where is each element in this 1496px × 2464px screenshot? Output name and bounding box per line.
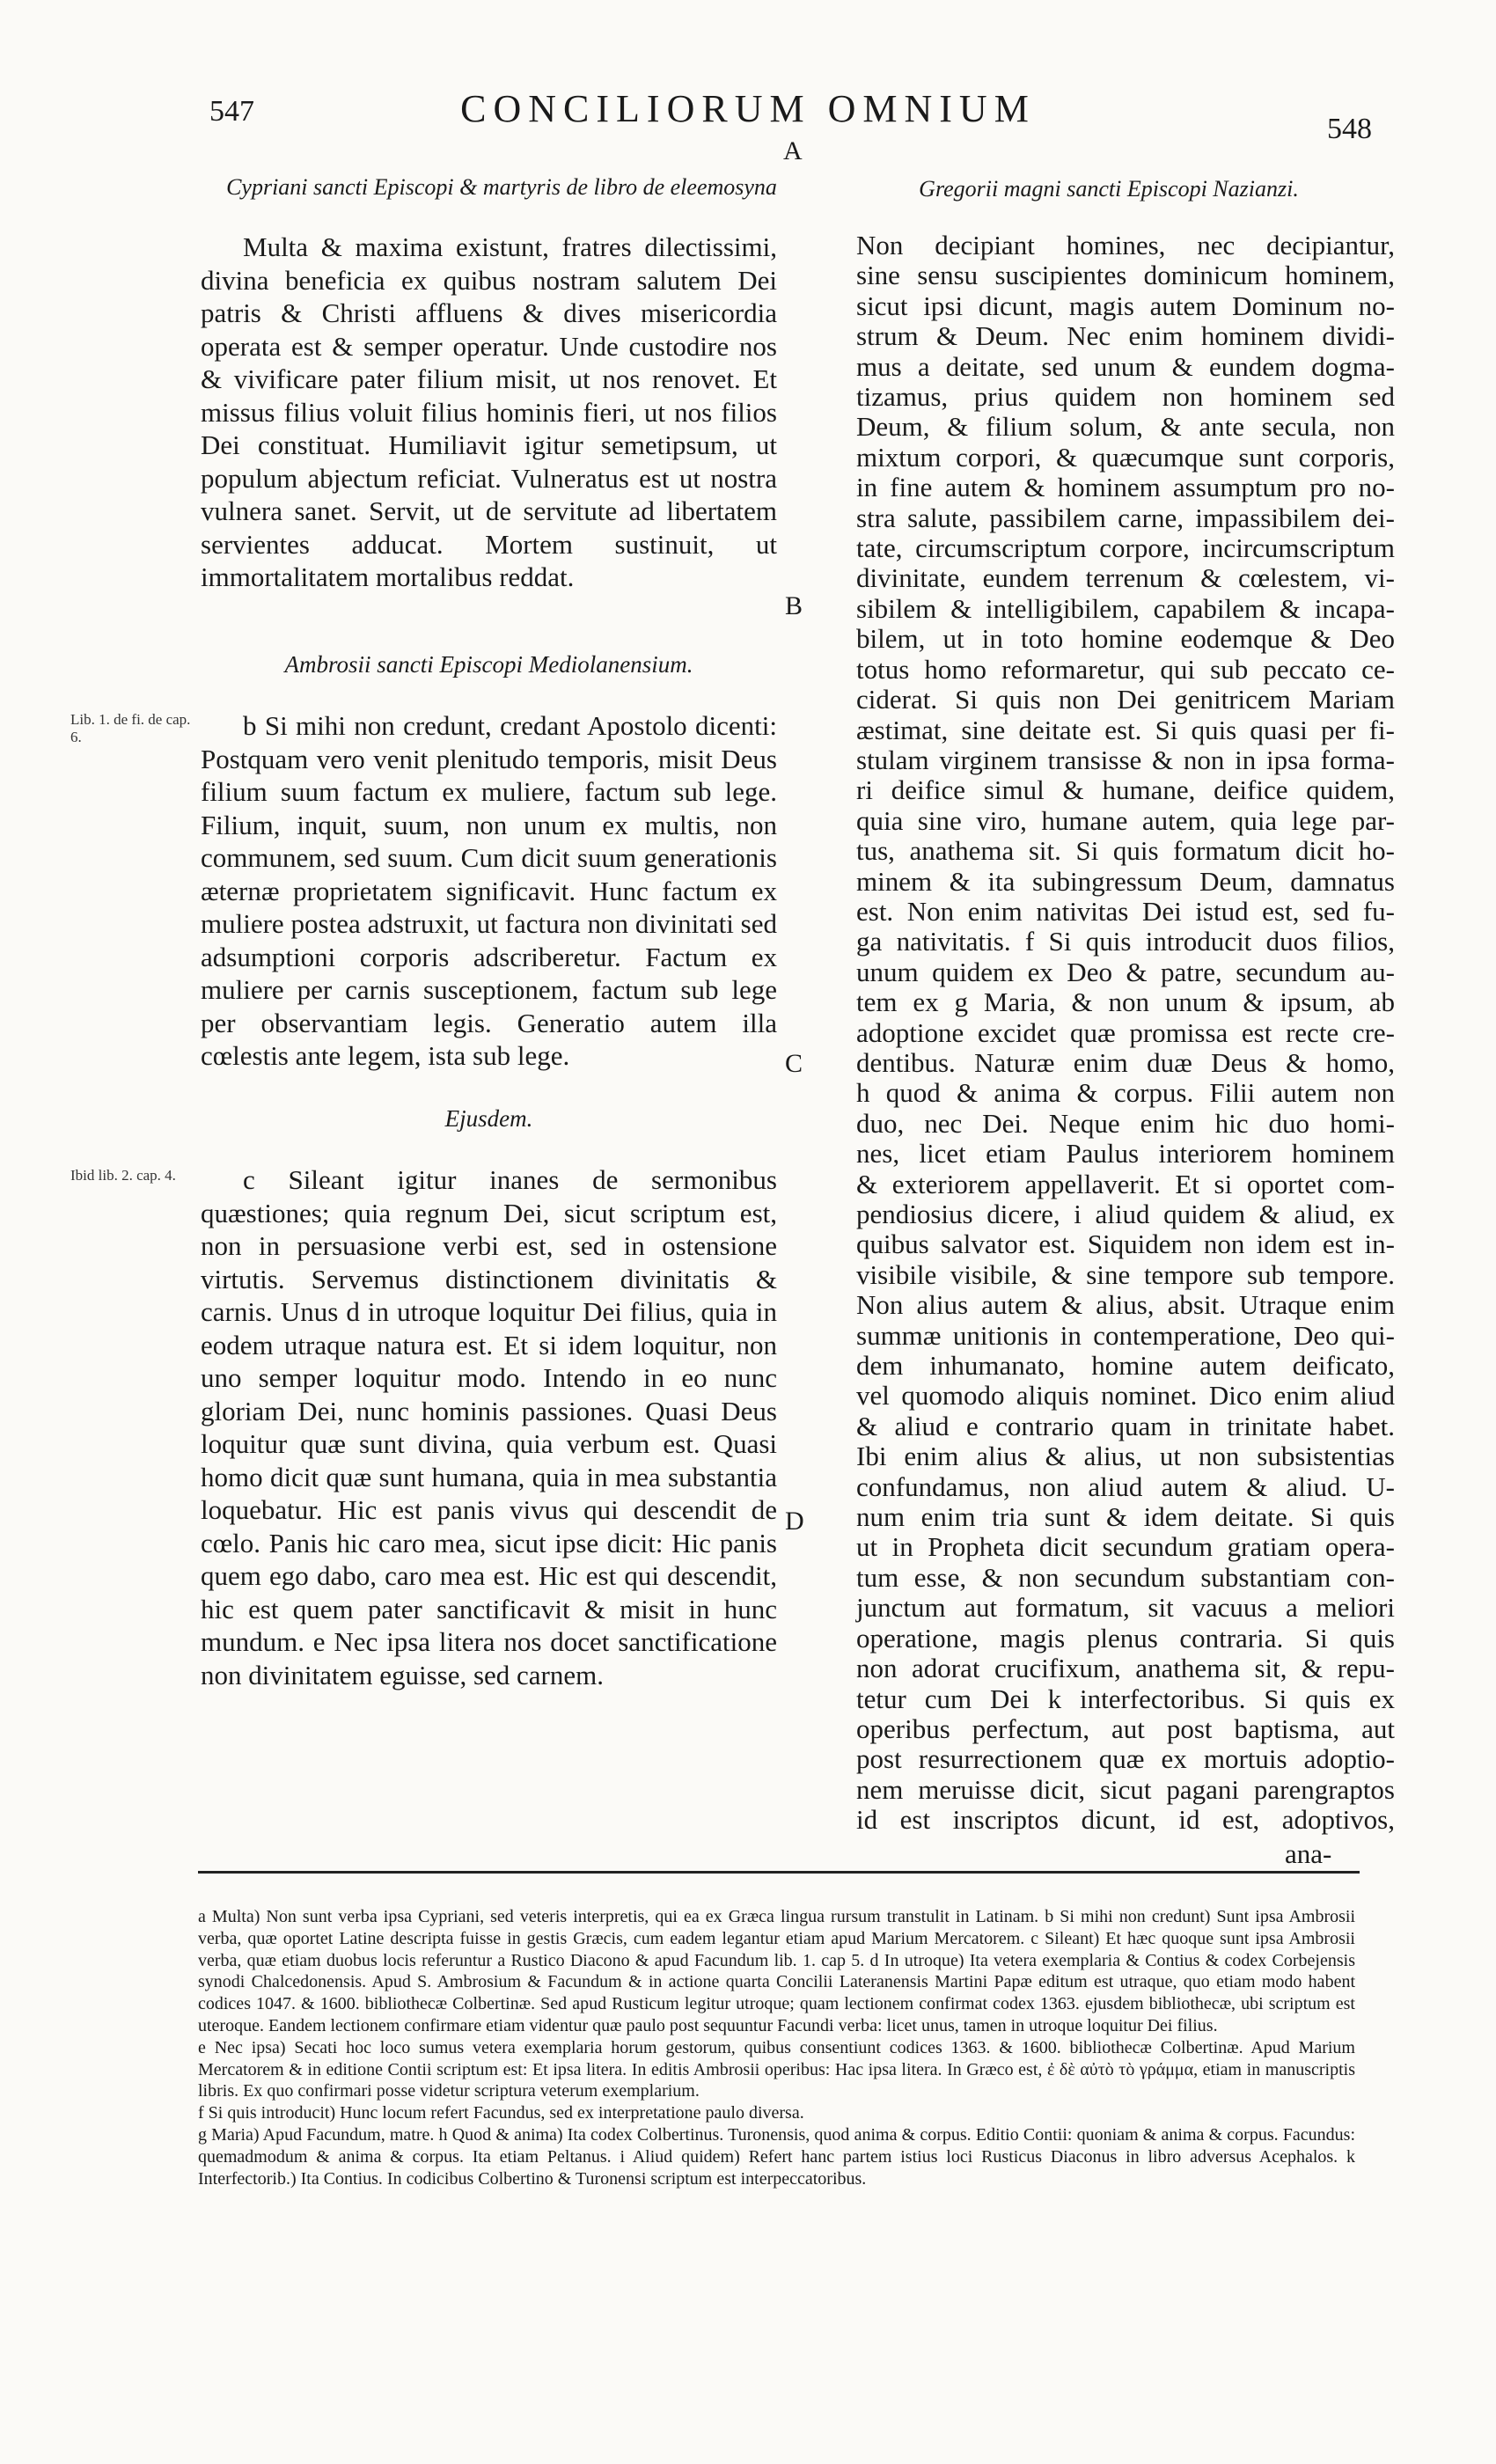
- footnote-block: a Multa) Non sunt verba ipsa Cypriani, sed veteris interpretis, qui ea ex Græca lingua rursum transtulit in Latinam. b Si mihi non credunt) Sunt ipsa Ambrosii verba, quæ oportet Latine descripta fuisse in gestis Græcis, cum eadem legantur etiam apud Marium Mercatorem. c Sileant) Et hæc quoque sunt ipsa Ambrosii verba, quæ etiam duobus locis referuntur a Rustico Diacono & apud Facundum lib. 1. cap 5. d In utroque) Ita vetera exemplaria & Contius & codex Corbejensis synodi Chalcedonensis. Apud S. Ambrosium & Facundum & in actione quarta Concilii Lateranensis Martini Papæ editum est utraque, quo etiam modo habent codices 1047. & 1600. bibliothecæ Colbertinæ. Sed apud Rusticum legitur utroque; quam lectionem confirmat codex 1363. ejusdem bibliothecæ, ubi scriptum est uteroque. Eandem lectionem confirmare etiam videntur quæ paulo post sequuntur Facundi verba: licet unus, tamen in utroque loquitur Dei filius.: [198, 1907, 1355, 2035]
- right-column-line: in fine autem & hominem assumptum pro no-: [856, 473, 1395, 503]
- right-column-line: tetur cum Dei k interfectoribus. Si quis ex: [856, 1683, 1395, 1714]
- footnote-block: g Maria) Apud Facundum, matre. h Quod & anima) Ita codex Colbertinus. Turonensis, quod anima & corpus. Editio Contii: quoniam & anima & corpus. Facundus: quemadmodum & anima & corpus. Ita etiam Peltanus. i Aliud quidem) Refert hanc partem istius loci Rusticus Diaconus in libro adversus Acephalos. k Interfectorib.) Ita Contius. In codicibus Colbertino & Turonensi scriptum est interpeccatoribus.: [198, 2124, 1355, 2189]
- ambrose-heading: Ambrosii sancti Episcopi Mediolanensium.: [284, 651, 693, 678]
- right-column-line: ga nativitatis. f Si quis introducit duos filios,: [856, 927, 1395, 957]
- section-marker-d: D: [785, 1507, 804, 1536]
- right-column-line: adoptione excidet quæ promissa est recte cre-: [856, 1017, 1395, 1048]
- right-column-line: nes, licet etiam Paulus interiorem hominem: [856, 1139, 1395, 1170]
- catchword: ana-: [1285, 1838, 1332, 1869]
- right-column-line: vel quomodo aliquis nominet. Dico enim aliud: [856, 1381, 1395, 1412]
- right-column-line: dentibus. Naturæ enim duæ Deus & homo,: [856, 1047, 1395, 1078]
- ambrose-paragraph: b Si mihi non credunt, credant Apostolo dicenti: Postquam vero venit plenitudo temporis, misit Deus filium suum factum ex muliere, factum sub lege. Filium, inquit, suum, non unum ex multis, non communem, sed suum. Cum dicit suum generationis æternæ proprietatem significavit. Hunc factum ex muliere postea adstruxit, ut factura non divinitati sed adsumptioni corporis adscriberetur. Factum ex muliere per carnis susceptionem, factum sub lege per observantiam legis. Generatio autem illa cœlestis ante legem, ista sub lege.: [201, 710, 777, 1071]
- right-column-line: & exteriorem appellaverit. Et si oportet com-: [856, 1169, 1395, 1199]
- footnote-block: e Nec ipsa) Secati hoc loco sumus vetera exemplaria horum gestorum, quibus consentiunt codices 1363. & 1600. bibliothecæ Colbertinæ. Apud Marium Mercatorem & in editione Contii scriptum est: Et ipsa litera. In editis Ambrosii operibus: Hac ipsa litera. In Græco est, ἐ δὲ αὐτὸ τὸ γράμμα, etiam in manuscriptis libris. Ex quo confirmari posse videtur scriptura veterum exemplarium.: [198, 2037, 1355, 2101]
- footnote-block: f Si quis introducit) Hunc locum refert Facundus, sed ex interpretatione paulo diversa.: [198, 2103, 804, 2123]
- right-column-line: dem inhumanato, homine autem deificato,: [856, 1351, 1395, 1382]
- right-column-line: tum esse, & non secundum substantiam con-: [856, 1562, 1395, 1593]
- margin-note-2: Ibid lib. 2. cap. 4.: [70, 1167, 176, 1184]
- right-column-line: ciderat. Si quis non Dei genitricem Mariam: [856, 685, 1395, 715]
- cyprian-paragraph: Multa & maxima existunt, fratres dilectissimi, divina beneficia ex quibus nostram salutem Dei patris & Christi affluens & dives misericordia operata est & semper operatur. Unde custodire nos & vivificare pater filium misit, ut nos renovet. Et missus filius voluit filius hominis fieri, ut nos filios Dei constituat. Humiliavit igitur semetipsum, ut populum abjectum reficiat. Vulneratus est ut nostra vulnera sanet. Servit, ut de servitute ad libertatem servientes adducat. Mortem sustinuit, ut immortalitatem mortalibus reddat.: [201, 231, 777, 592]
- right-column-line: Ibi enim alius & alius, ut non subsistentias: [856, 1441, 1395, 1472]
- right-column-heading: Gregorii magni sancti Episcopi Nazianzi.: [919, 176, 1299, 202]
- page-number-left: 547: [209, 95, 254, 128]
- right-column-line: quibus salvator est. Siquidem non idem est in-: [856, 1229, 1395, 1260]
- left-column-text-2: [201, 709, 777, 1073]
- footnotes: [198, 1906, 1355, 2189]
- right-column-line: non adorat crucifixum, anathema sit, & repu-: [856, 1654, 1395, 1684]
- right-column-line: id est inscriptos dicunt, id est, adoptivos,: [856, 1805, 1395, 1836]
- right-column-line: est. Non enim nativitas Dei istud est, sed fu-: [856, 896, 1395, 927]
- section-marker-c: C: [785, 1049, 803, 1078]
- right-column-line: sibilem & intelligibilem, capabilem & incapa-: [856, 593, 1395, 624]
- right-column-line: mixtum corpori, & quæcumque sunt corporis,: [856, 442, 1395, 473]
- page-number-right: 548: [1327, 113, 1372, 145]
- ejusdem-paragraph: c Sileant igitur inanes de sermonibus quæstiones; quia regnum Dei, sicut scriptum est, non in persuasione verbi est, sed in ostensione virtutis. Servemus distinctionem divinitatis & carnis. Unus d in utroque loquitur Dei filius, quia in eodem utraque natura est. Et si idem loquitur, non uno semper loquitur modo. Intendo in eo nunc gloriam Dei, nunc hominis passiones. Quasi Deus loquitur quæ sunt divina, quia verbum est. Quasi homo dicit quæ sunt humana, quia in mea substantia loquebatur. Hic est panis vivus qui descendit de cœlo. Panis hic caro mea, sicut ipse dicit: Hic panis quem ego dabo, caro mea est. Hic est qui descendit, hic est quem pater sanctificavit & misit in hunc mundum. e Nec ipsa litera nos docet sanctificatione non divinitatem eguisse, sed carnem.: [201, 1164, 777, 1690]
- right-column-line: æstimat, sine deitate est. Si quis quasi per fi-: [856, 715, 1395, 745]
- right-column-line: confundamus, non aliud autem & aliud. U-: [856, 1471, 1395, 1502]
- right-column-line: h quod & anima & corpus. Filii autem non: [856, 1078, 1395, 1109]
- right-column-line: tem ex g Maria, & non unum & ipsum, ab: [856, 987, 1395, 1018]
- right-column-line: mus a deitate, sed unum & eundem dogma-: [856, 351, 1395, 382]
- right-column-line: operibus perfectum, aut post baptisma, aut: [856, 1713, 1395, 1744]
- right-column-text: [814, 231, 1395, 1836]
- right-column-line: sine sensu suscipientes dominicum hominem,: [856, 260, 1395, 291]
- right-column-line: bilem, ut in toto homine eodemque & Deo: [856, 624, 1395, 655]
- section-marker-b: B: [785, 591, 803, 620]
- right-column-line: unum quidem ex Deo & patre, secundum au-: [856, 957, 1395, 987]
- right-column-line: summæ unitionis in contemperatione, Deo qui-: [856, 1320, 1395, 1351]
- right-column-line: tate, circumscriptum corpore, incircumscriptum: [856, 533, 1395, 564]
- right-column-line: quia sine viro, humane autem, quia lege par-: [856, 805, 1395, 836]
- ejusdem-heading: Ejusdem.: [444, 1105, 533, 1132]
- right-column-line: nem meruisse dicit, sicut pagani parengraptos: [856, 1774, 1395, 1805]
- margin-note-1: Lib. 1. de fi. de cap. 6.: [70, 711, 191, 745]
- right-column-line: tus, anathema sit. Si quis formatum dicit ho-: [856, 836, 1395, 867]
- right-column-line: totus homo reformaretur, qui sub peccato ce-: [856, 654, 1395, 685]
- left-column-text-3: [201, 1163, 777, 1691]
- right-column-line: num enim tria sunt & idem deitate. Si quis: [856, 1502, 1395, 1533]
- right-column-line: divinitate, eundem terrenum & cœlestem, vi-: [856, 563, 1395, 594]
- left-column-text-1: [201, 231, 777, 594]
- right-column-line: operatione, magis plenus contraria. Si quis: [856, 1623, 1395, 1654]
- right-column-line: junctum aut formatum, sit vacuus a meliori: [856, 1593, 1395, 1624]
- right-column-line: visibile visibile, & sine tempore sub tempore.: [856, 1259, 1395, 1290]
- right-column-line: duo, nec Dei. Neque enim hic duo homi-: [856, 1108, 1395, 1139]
- right-column-line: sicut ipsi dicunt, magis autem Dominum no-: [856, 290, 1395, 321]
- right-column-line: Non alius autem & alius, absit. Utraque enim: [856, 1290, 1395, 1321]
- right-column-line: tizamus, prius quidem non hominem sed: [856, 382, 1395, 413]
- running-title: CONCILIORUM OMNIUM: [460, 87, 1036, 130]
- right-column-line: ut in Propheta dicit secundum gratiam opera-: [856, 1532, 1395, 1563]
- section-letter-a: A: [783, 136, 803, 165]
- right-column-line: Non decipiant homines, nec decipiantur,: [856, 231, 1395, 260]
- footnote-rule: [198, 1871, 1360, 1874]
- right-column-line: stra salute, passibilem carne, impassibilem dei-: [856, 502, 1395, 533]
- right-column-line: & aliud e contrario quam in trinitate habet.: [856, 1411, 1395, 1441]
- left-column-heading: Cypriani sancti Episcopi & martyris de libro de eleemosyna: [226, 174, 777, 200]
- right-column-line: Deum, & filium solum, & ante secula, non: [856, 412, 1395, 443]
- right-column-line: stulam virginem transisse & non in ipsa forma-: [856, 744, 1395, 775]
- right-column-line: ri deifice simul & humane, deifice quidem,: [856, 775, 1395, 806]
- right-column-line: post resurrectionem quæ ex mortuis adoptio-: [856, 1744, 1395, 1775]
- right-column-line: strum & Deum. Nec enim hominem dividi-: [856, 321, 1395, 352]
- right-column-line: pendiosius dicere, i aliud quidem & aliud, ex: [856, 1199, 1395, 1229]
- right-column-line: minem & ita subingressum Deum, damnatus: [856, 866, 1395, 897]
